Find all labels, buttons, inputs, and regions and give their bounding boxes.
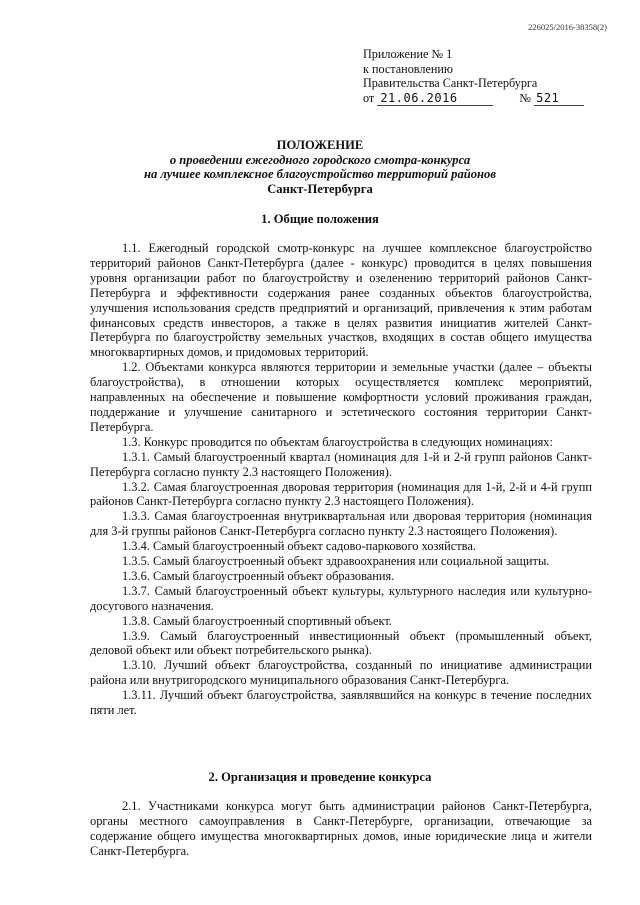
section-2-body [90, 799, 592, 859]
paragraph-1-3-5: 1.3.5. Самый благоустроенный объект здравоохранения или социальной защиты. [122, 554, 550, 569]
paragraph-1-3-4: 1.3.4. Самый благоустроенный объект садово-паркового хозяйства. [122, 539, 476, 554]
paragraph-1-3-1: 1.3.1. Самый благоустроенный квартал (номинация для 1-й и 2-й групп районов Санкт-Петербурга согласно пункту 2.3 настоящего Положения). [90, 449, 592, 479]
section-2-heading: 2. Организация и проведение конкурса [208, 770, 432, 784]
appendix-from-prefix: от [363, 90, 375, 105]
appendix-date-number-line [363, 91, 584, 107]
appendix-number: 521 [534, 91, 584, 107]
appendix-line-1: Приложение № 1 [363, 47, 453, 61]
appendix-block [363, 47, 584, 106]
paragraph-1-3-8: 1.3.8. Самый благоустроенный спортивный объект. [122, 613, 392, 628]
title-line-2: о проведении ежегодного городского смотра-конкурса [169, 152, 471, 167]
section-1-body [90, 241, 592, 718]
paragraph-1-2: 1.2. Объектами конкурса являются территории и земельные участки (далее – объекты благоустройства), в отношении которых осуществляется комплекс мероприятий, направленных на обеспечение и повышение комфортности условий проживания граждан, поддержание и улучшение санитарного и эстетического состояния территории Санкт-Петербурга. [90, 360, 592, 434]
paragraph-1-3: 1.3. Конкурс проводится по объектам благоустройства в следующих номинациях: [122, 434, 553, 449]
appendix-date: 21.06.2016 [377, 91, 493, 107]
section-1-heading: 1. Общие положения [261, 212, 379, 226]
paragraph-1-3-10: 1.3.10. Лучший объект благоустройства, созданный по инициативе администрации района или внутригородского муниципального образования Санкт-Петербурга. [90, 658, 592, 688]
title-line-3: на лучшее комплексное благоустройство территорий районов [144, 167, 496, 181]
document-registration-number: 226025/2016-38358(2) [528, 22, 607, 32]
paragraph-2-1: 2.1. Участниками конкурса могут быть администрации районов Санкт-Петербурга, органы местного самоуправления в Санкт-Петербурге, организации, отвечающие за содержание общего имущества многоквартирных домов, иные юридические лица и жители Санкт-Петербурга. [90, 799, 592, 858]
paragraph-1-3-3: 1.3.3. Самая благоустроенная внутриквартальная или дворовая территория (номинация для 3-й группы районов Санкт-Петербурга согласно пункту 2.3 настоящего Положения). [90, 509, 592, 539]
paragraph-1-3-6: 1.3.6. Самый благоустроенный объект образования. [122, 568, 395, 583]
paragraph-1-3-7: 1.3.7. Самый благоустроенный объект культуры, культурного наследия или культурно-досугового назначения. [90, 583, 592, 613]
paragraph-1-1: 1.1. Ежегодный городской смотр-конкурс на лучшее комплексное благоустройство территорий районов Санкт-Петербурга (далее - конкурс) проводится в целях повышения уровня организации работ по благоустройству и озеленению территорий районов Санкт-Петербурга и эффективности содержания ранее созданных объектов благоустройства, улучшения использования средств предприятий и организаций, привлечения к этим работам финансовых средств инвесторов, а также в целях развития инициатив жителей Санкт-Петербурга по благоустройству земельных участков, входящих в состав общего имущества многоквартирных домов, и придомовых территорий. [90, 241, 592, 360]
appendix-number-prefix: № [519, 90, 532, 105]
title-main: ПОЛОЖЕНИЕ [276, 138, 364, 152]
document-title [0, 138, 640, 196]
appendix-line-2: к постановлению [363, 61, 454, 76]
title-line-4: Санкт-Петербурга [267, 181, 373, 196]
appendix-line-3: Правительства Санкт-Петербурга [363, 76, 538, 90]
paragraph-1-3-11: 1.3.11. Лучший объект благоустройства, заявлявшийся на конкурс в течение последних пяти лет. [90, 688, 592, 718]
paragraph-1-3-2: 1.3.2. Самая благоустроенная дворовая территория (номинация для 1-й, 2-й и 4-й групп районов Санкт-Петербурга согласно пункту 2.3 настоящего Положения). [90, 479, 592, 509]
paragraph-1-3-9: 1.3.9. Самый благоустроенный инвестиционный объект (промышленный объект, деловой объект или объект потребительского рынка). [90, 628, 592, 658]
